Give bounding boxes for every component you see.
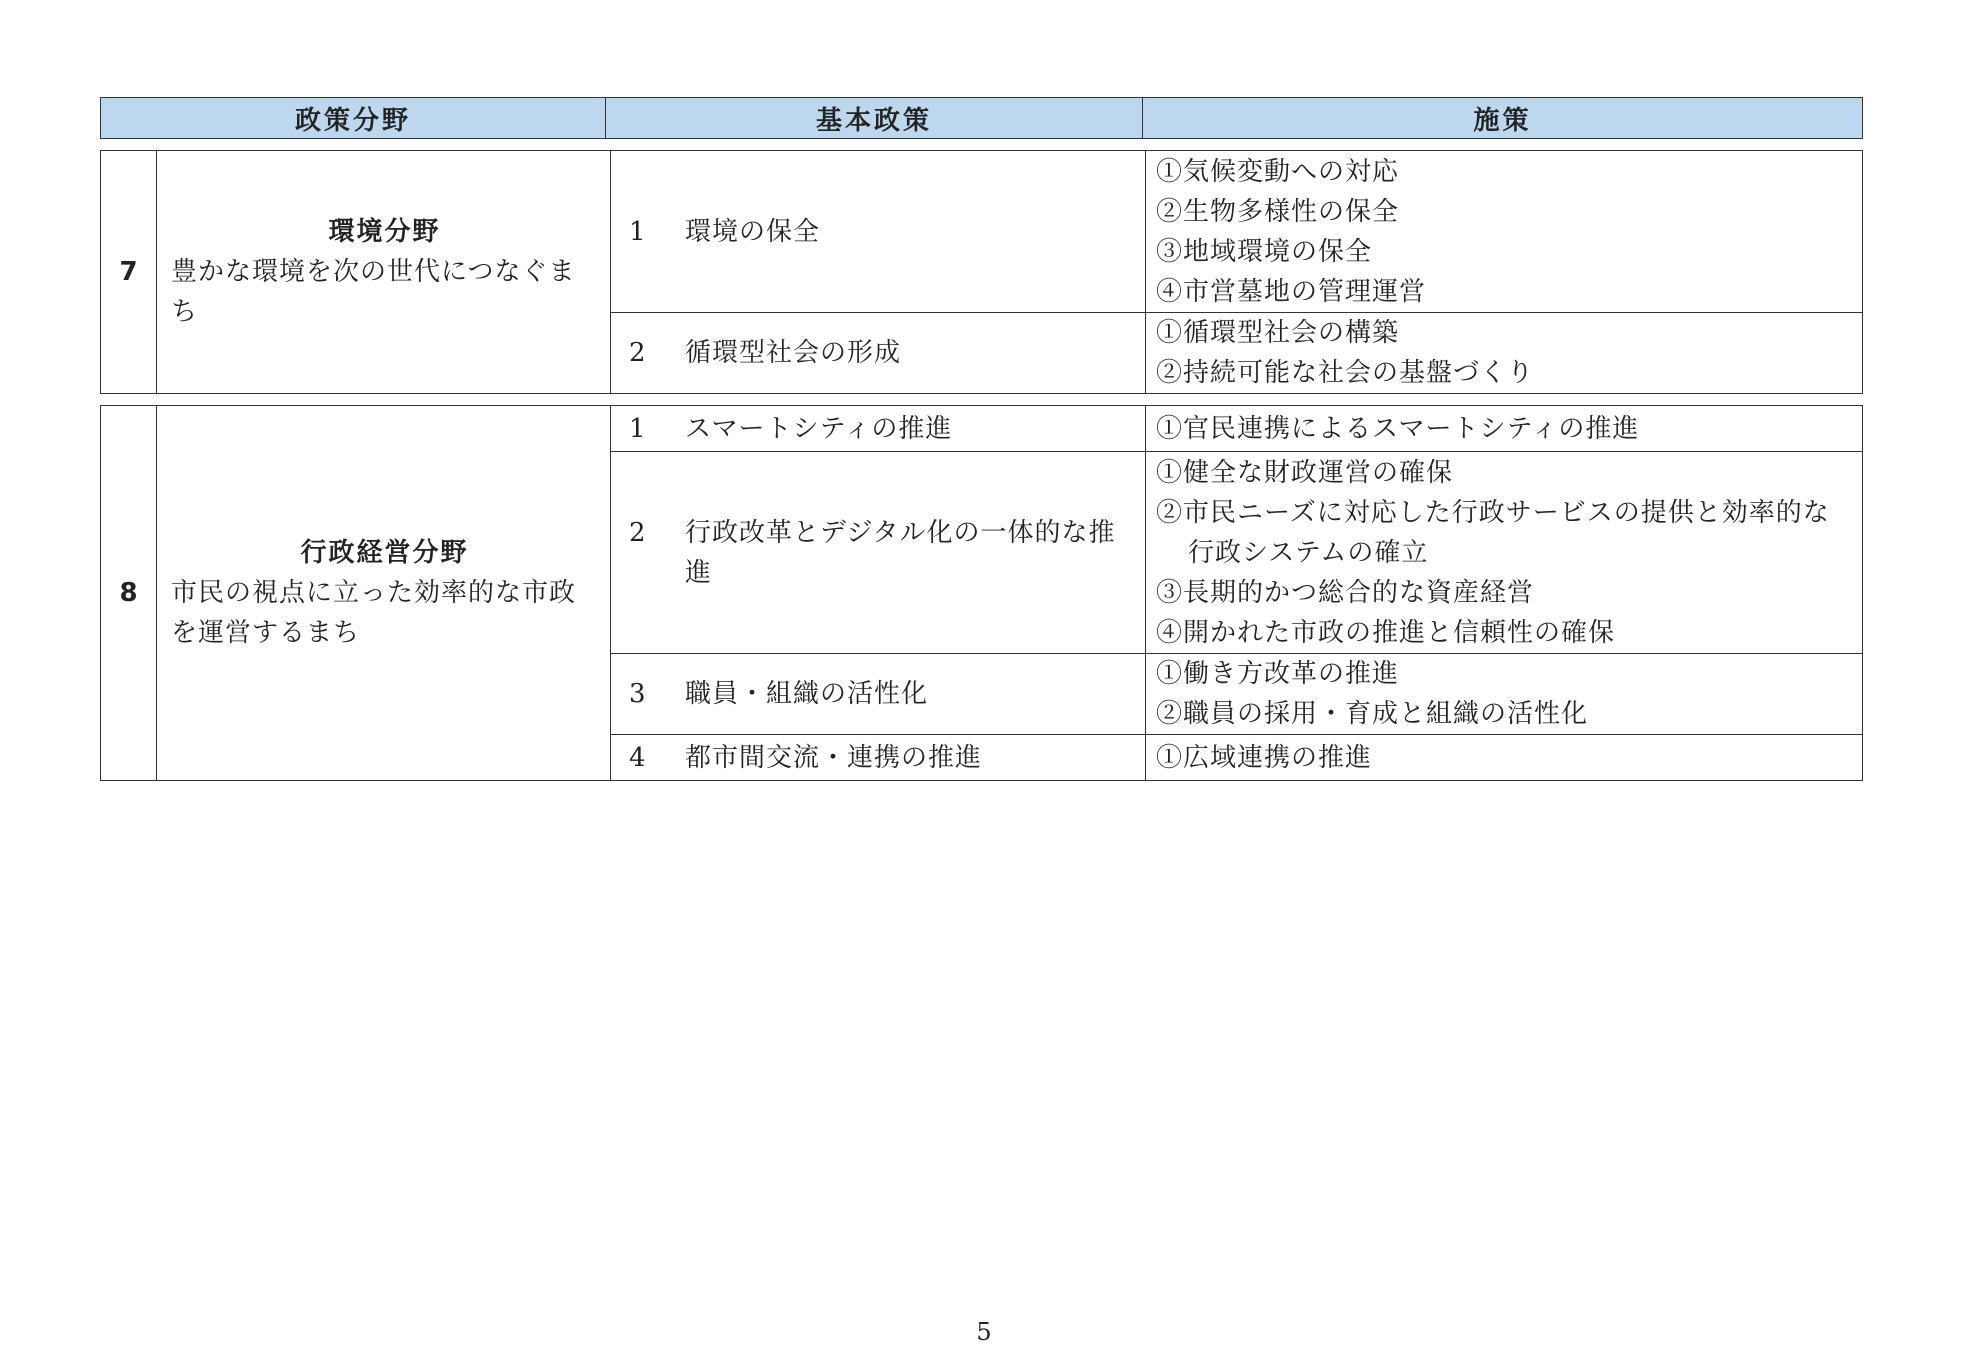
basic-policy-label: 職員・組織の活性化 <box>685 679 929 709</box>
basic-policy-number: 2 <box>629 517 647 548</box>
measure-item: ①気候変動への対応 <box>1156 156 1400 187</box>
measure-item: ①健全な財政運営の確保 <box>1156 457 1454 488</box>
section-7-table <box>100 150 1863 394</box>
basic-policy-cell <box>611 406 1146 452</box>
measure-item: ②持続可能な社会の基盤づくり <box>1156 358 1535 388</box>
policy-field-cell <box>157 151 611 394</box>
section-8-table <box>100 405 1863 781</box>
measures-cell <box>1146 313 1863 394</box>
basic-policy-label: 循環型社会の形成 <box>685 338 902 368</box>
policy-table-sheet <box>100 97 1862 781</box>
measure-item: ④開かれた市政の推進と信頼性の確保 <box>1156 617 1616 648</box>
measures-cell <box>1146 406 1863 452</box>
policy-field-description: 豊かな環境を次の世代につなぐまち <box>171 257 576 327</box>
measures-cell <box>1146 151 1863 313</box>
policy-field-cell <box>157 406 611 781</box>
measure-item: ②市民ニーズに対応した行政サービスの提供と効率的な行政システムの確立 <box>1156 497 1830 568</box>
measure-item: ④市営墓地の管理運営 <box>1156 276 1427 307</box>
basic-policy-number: 4 <box>629 742 647 773</box>
measures-cell <box>1146 735 1863 781</box>
header-measures: 施策 <box>1143 98 1863 139</box>
header-policy-field: 政策分野 <box>101 98 606 139</box>
policy-field-title: 環境分野 <box>328 217 441 247</box>
basic-policy-cell <box>611 313 1146 394</box>
measure-item: ①広域連携の推進 <box>1156 742 1373 773</box>
measure-item: ③地域環境の保全 <box>1156 236 1373 267</box>
basic-policy-label: 都市間交流・連携の推進 <box>685 742 983 773</box>
basic-policy-cell <box>611 151 1146 313</box>
basic-policy-label: 環境の保全 <box>685 216 821 247</box>
basic-policy-number: 3 <box>629 679 647 709</box>
section-number: 8 <box>101 406 157 781</box>
basic-policy-cell <box>611 735 1146 781</box>
measure-item: ①官民連携によるスマートシティの推進 <box>1156 413 1640 444</box>
policy-field-description: 市民の視点に立った効率的な市政を運営するまち <box>171 578 577 648</box>
measure-item: ②生物多様性の保全 <box>1156 196 1400 227</box>
measure-item: ③長期的かつ総合的な資産経営 <box>1156 577 1535 608</box>
measure-item: ①働き方改革の推進 <box>1156 659 1400 689</box>
basic-policy-label: スマートシティの推進 <box>685 413 953 444</box>
page-number: 5 <box>976 1318 992 1346</box>
basic-policy-cell <box>611 654 1146 735</box>
basic-policy-number: 2 <box>629 338 647 368</box>
policy-field-title: 行政経営分野 <box>300 538 469 568</box>
basic-policy-label: 行政改革とデジタル化の一体的な推進 <box>685 517 1116 588</box>
measures-cell <box>1146 654 1863 735</box>
table-header <box>100 97 1863 139</box>
measure-item: ①循環型社会の構築 <box>1156 318 1400 348</box>
basic-policy-cell <box>611 452 1146 654</box>
measure-item: ②職員の採用・育成と組織の活性化 <box>1156 699 1589 729</box>
measures-cell <box>1146 452 1863 654</box>
basic-policy-number: 1 <box>629 216 647 247</box>
basic-policy-number: 1 <box>629 413 647 444</box>
header-basic-policy: 基本政策 <box>606 98 1143 139</box>
section-number: 7 <box>101 151 157 394</box>
